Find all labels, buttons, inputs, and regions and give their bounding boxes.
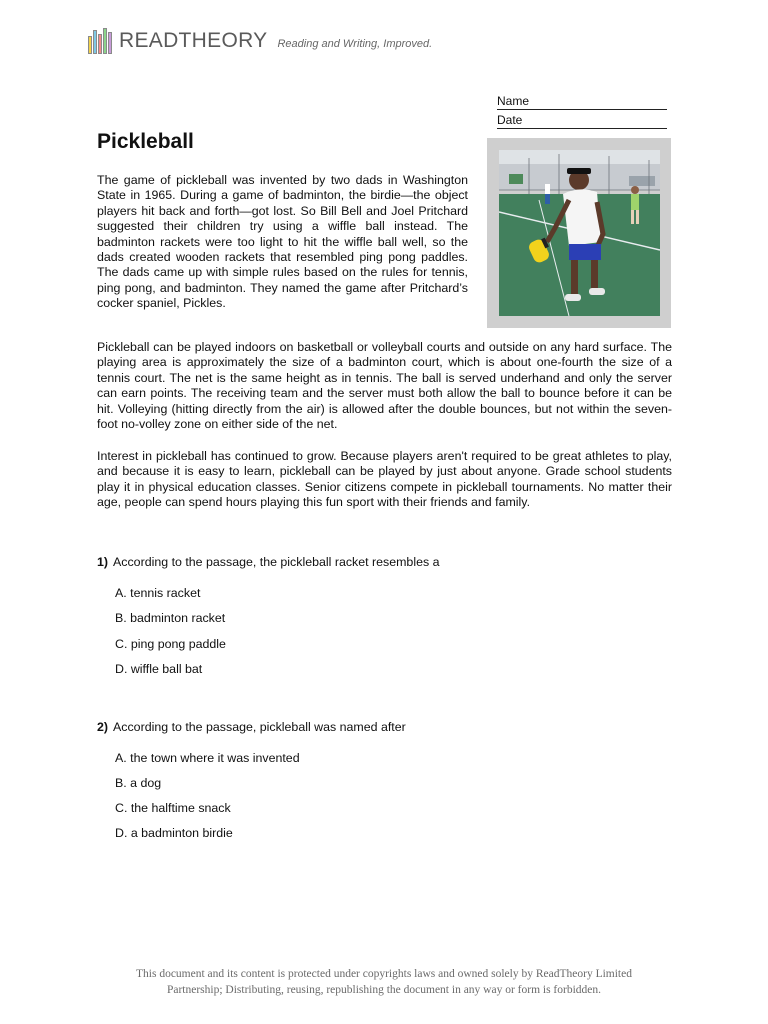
paragraph-3: Interest in pickleball has continued to grow. Because players aren't required to be great athletes to play, and because it is easy to learn, pickleball can be played by just about anyone. Grade school students play it in physical education classes. Senior citizens compete in pickleball tournaments. No matter their age, people can spend hours playing this fun sport with their friends and family. <box>97 449 672 510</box>
question-2-option-b: B. a dog <box>115 776 162 790</box>
question-text: According to the passage, the pickleball racket resembles a <box>113 555 440 569</box>
question-number: 1) <box>97 555 109 569</box>
name-field <box>497 94 667 110</box>
readtheory-logo-icon <box>88 28 113 54</box>
photo-frame <box>487 138 671 328</box>
question-1 <box>97 555 440 569</box>
question-1-option-a: A. tennis racket <box>115 586 201 600</box>
paragraph-1: The game of pickleball was invented by two dads in Washington State in 1965. During a game of badminton, the birdie—the object players hit back and forth—got lost. So Bill Bell and Joel Pritchard suggested their children try using a wiffle ball instead. The badminton rackets were too light to hit the wiffle ball well, so the dads created wooden rackets that resembled ping pong paddles. The dads came up with simple rules based on the rules for tennis, ping pong, and badminton. They named the game after Pritchard’s cocker spaniel, Pickles. <box>97 173 468 311</box>
question-number: 2) <box>97 720 109 734</box>
page-title: Pickleball <box>97 130 194 153</box>
header <box>88 26 432 56</box>
footer-line-1: This document and its content is protected under copyrights laws and owned solely by ReadTheory Limited <box>136 968 632 980</box>
question-2-option-c: C. the halftime snack <box>115 801 231 815</box>
question-1-option-c: C. ping pong paddle <box>115 637 226 651</box>
date-field <box>497 113 667 129</box>
question-1-option-d: D. wiffle ball bat <box>115 662 203 676</box>
paragraph-2: Pickleball can be played indoors on basketball or volleyball courts and outside on any hard surface. The playing area is approximately the size of a badminton court, which is about one-fourth the size of a tennis court. The net is the same height as in tennis. The ball is served underhand and only the server can earn points. The receiving team and the server must both allow the ball to bounce before it can be hit. Volleying (hitting directly from the air) is allowed after the double bounces, but not within the seven-foot no-volley zone on either side of the net. <box>97 340 672 432</box>
name-label: Name <box>497 94 530 108</box>
brand-tagline: Reading and Writing, Improved. <box>277 38 433 50</box>
footer-line-2: Partnership; Distributing, reusing, republishing the document in any way or form is forbidden. <box>166 984 602 996</box>
question-2-option-d: D. a badminton birdie <box>115 826 233 840</box>
copyright-footer <box>90 966 678 998</box>
brand-name: READTHEORY <box>119 29 268 52</box>
question-2-option-a: A. the town where it was invented <box>115 751 300 765</box>
question-2 <box>97 720 406 734</box>
pickleball-player-photo <box>499 150 660 316</box>
question-1-option-b: B. badminton racket <box>115 611 226 625</box>
date-label: Date <box>497 113 523 127</box>
question-text: According to the passage, pickleball was named after <box>113 720 406 734</box>
